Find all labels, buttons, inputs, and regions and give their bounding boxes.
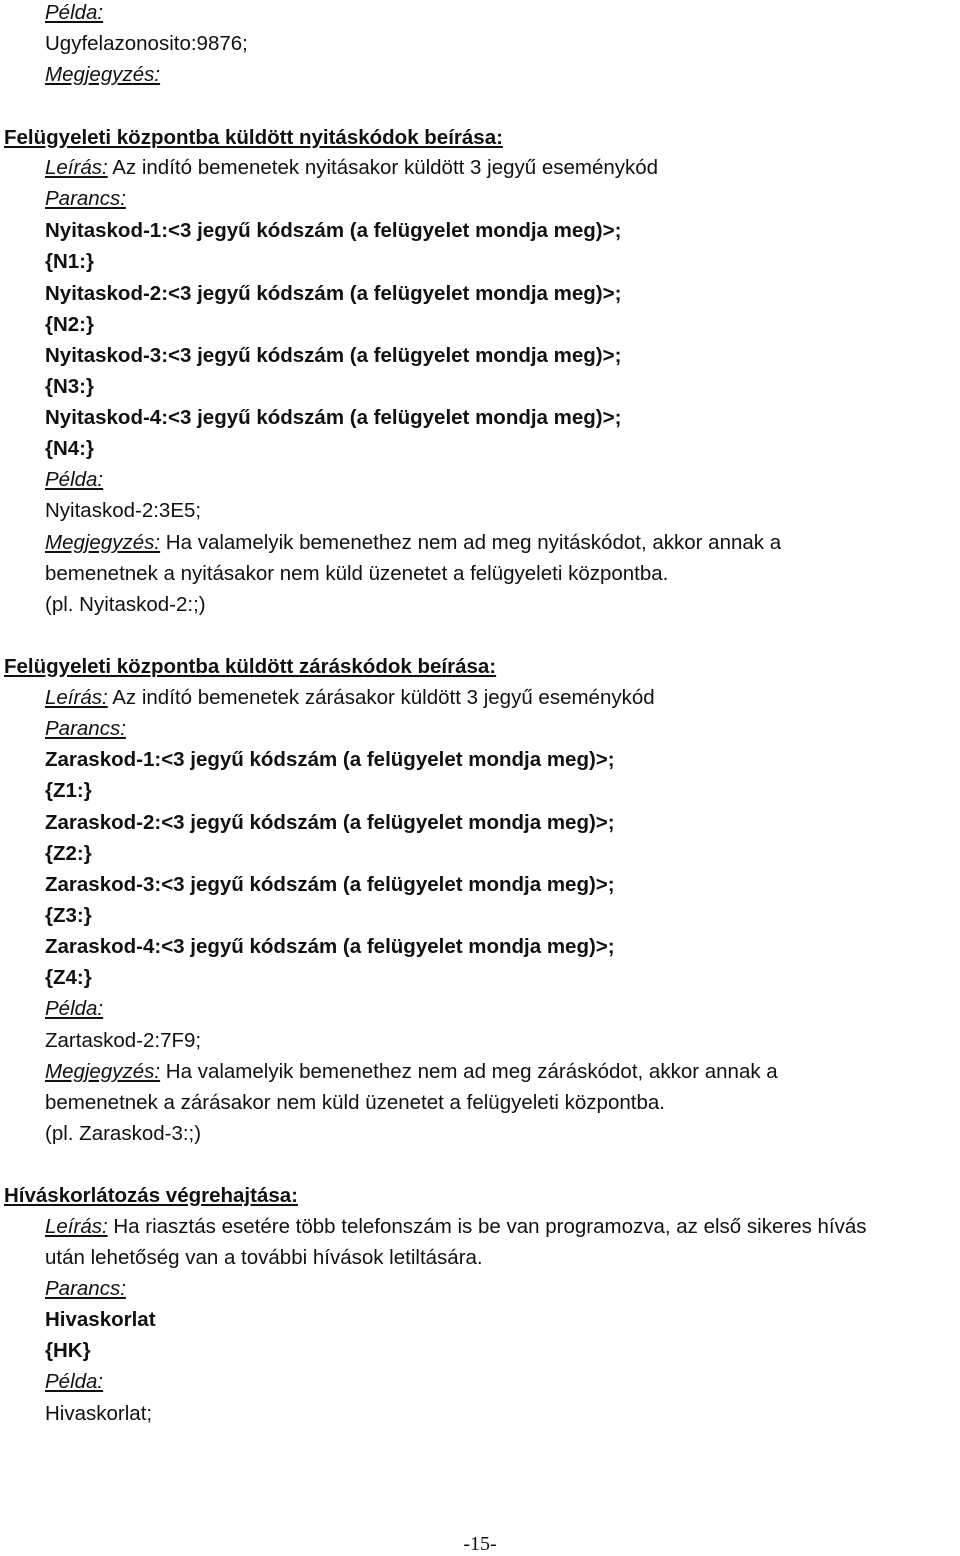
pelda-value: Ugyfelazonosito:9876; — [45, 32, 248, 55]
pelda-label: Példa: — [45, 997, 104, 1020]
parancs-label: Parancs: — [45, 717, 126, 740]
megjegyzes-line — [45, 530, 781, 556]
parancs-label: Parancs: — [45, 1277, 126, 1300]
megjegyzes-line — [45, 1059, 778, 1085]
leiras-line — [45, 1214, 867, 1240]
command-line: Nyitaskod-3:<3 jegyű kódszám (a felügyelet mondja meg)>; — [45, 344, 622, 367]
command-short: {Z2:} — [45, 842, 92, 865]
command-short: {Z3:} — [45, 904, 92, 927]
section-heading-nyitaskod: Felügyeleti központba küldött nyitáskódok beírása: — [4, 126, 503, 149]
megjegyzes-text: (pl. Zaraskod-3:;) — [45, 1122, 202, 1145]
command-line: Zaraskod-1:<3 jegyű kódszám (a felügyelet mondja meg)>; — [45, 748, 615, 771]
megjegyzes-label: Megjegyzés: — [45, 531, 161, 554]
command-short: {Z4:} — [45, 966, 92, 989]
command-line: Nyitaskod-2:<3 jegyű kódszám (a felügyelet mondja meg)>; — [45, 282, 622, 305]
command-short: {N1:} — [45, 250, 94, 273]
megjegyzes-text: bemenetnek a nyitásakor nem küld üzenetet a felügyeleti központba. — [45, 562, 669, 585]
leiras-label: Leírás: — [45, 686, 108, 709]
pelda-label: Példa: — [45, 1, 104, 24]
command-line: Hivaskorlat — [45, 1308, 156, 1331]
command-line: Nyitaskod-1:<3 jegyű kódszám (a felügyelet mondja meg)>; — [45, 219, 622, 242]
megjegyzes-text: Ha valamelyik bemenethez nem ad meg záráskódot, akkor annak a — [160, 1060, 778, 1083]
command-short: {N4:} — [45, 437, 94, 460]
section-heading-hivaskorlat: Híváskorlátozás végrehajtása: — [4, 1184, 298, 1207]
leiras-text: Az indító bemenetek zárásakor küldött 3 jegyű eseménykód — [107, 686, 655, 709]
pelda-value: Hivaskorlat; — [45, 1402, 153, 1425]
leiras-label: Leírás: — [45, 156, 108, 179]
pelda-value: Nyitaskod-2:3E5; — [45, 499, 202, 522]
pelda-label: Példa: — [45, 468, 104, 491]
command-short: {N2:} — [45, 313, 94, 336]
leiras-line — [45, 685, 655, 711]
megjegyzes-label: Megjegyzés: — [45, 1060, 161, 1083]
command-line: Zaraskod-3:<3 jegyű kódszám (a felügyelet mondja meg)>; — [45, 873, 615, 896]
pelda-label: Példa: — [45, 1370, 104, 1393]
pelda-value: Zartaskod-2:7F9; — [45, 1029, 202, 1052]
command-short: {HK} — [45, 1339, 91, 1362]
parancs-label: Parancs: — [45, 187, 126, 210]
page-number: -15- — [463, 1533, 497, 1555]
leiras-text: után lehetőség van a további hívások letiltására. — [45, 1246, 483, 1269]
megjegyzes-text: (pl. Nyitaskod-2:;) — [45, 593, 206, 616]
command-line: Zaraskod-4:<3 jegyű kódszám (a felügyelet mondja meg)>; — [45, 935, 615, 958]
megjegyzes-text: bemenetnek a zárásakor nem küld üzenetet a felügyeleti központba. — [45, 1091, 665, 1114]
section-heading-zaraskod: Felügyeleti központba küldött záráskódok beírása: — [4, 655, 497, 678]
command-short: {N3:} — [45, 375, 94, 398]
leiras-line — [45, 155, 658, 181]
megjegyzes-text: Ha valamelyik bemenethez nem ad meg nyitáskódot, akkor annak a — [160, 531, 782, 554]
leiras-text: Ha riasztás esetére több telefonszám is be van programozva, az első sikeres hívás — [107, 1215, 867, 1238]
command-line: Zaraskod-2:<3 jegyű kódszám (a felügyelet mondja meg)>; — [45, 811, 615, 834]
megjegyzes-label: Megjegyzés: — [45, 63, 161, 86]
leiras-label: Leírás: — [45, 1215, 108, 1238]
leiras-text: Az indító bemenetek nyitásakor küldött 3 jegyű eseménykód — [107, 156, 659, 179]
command-line: Nyitaskod-4:<3 jegyű kódszám (a felügyelet mondja meg)>; — [45, 406, 622, 429]
command-short: {Z1:} — [45, 779, 92, 802]
